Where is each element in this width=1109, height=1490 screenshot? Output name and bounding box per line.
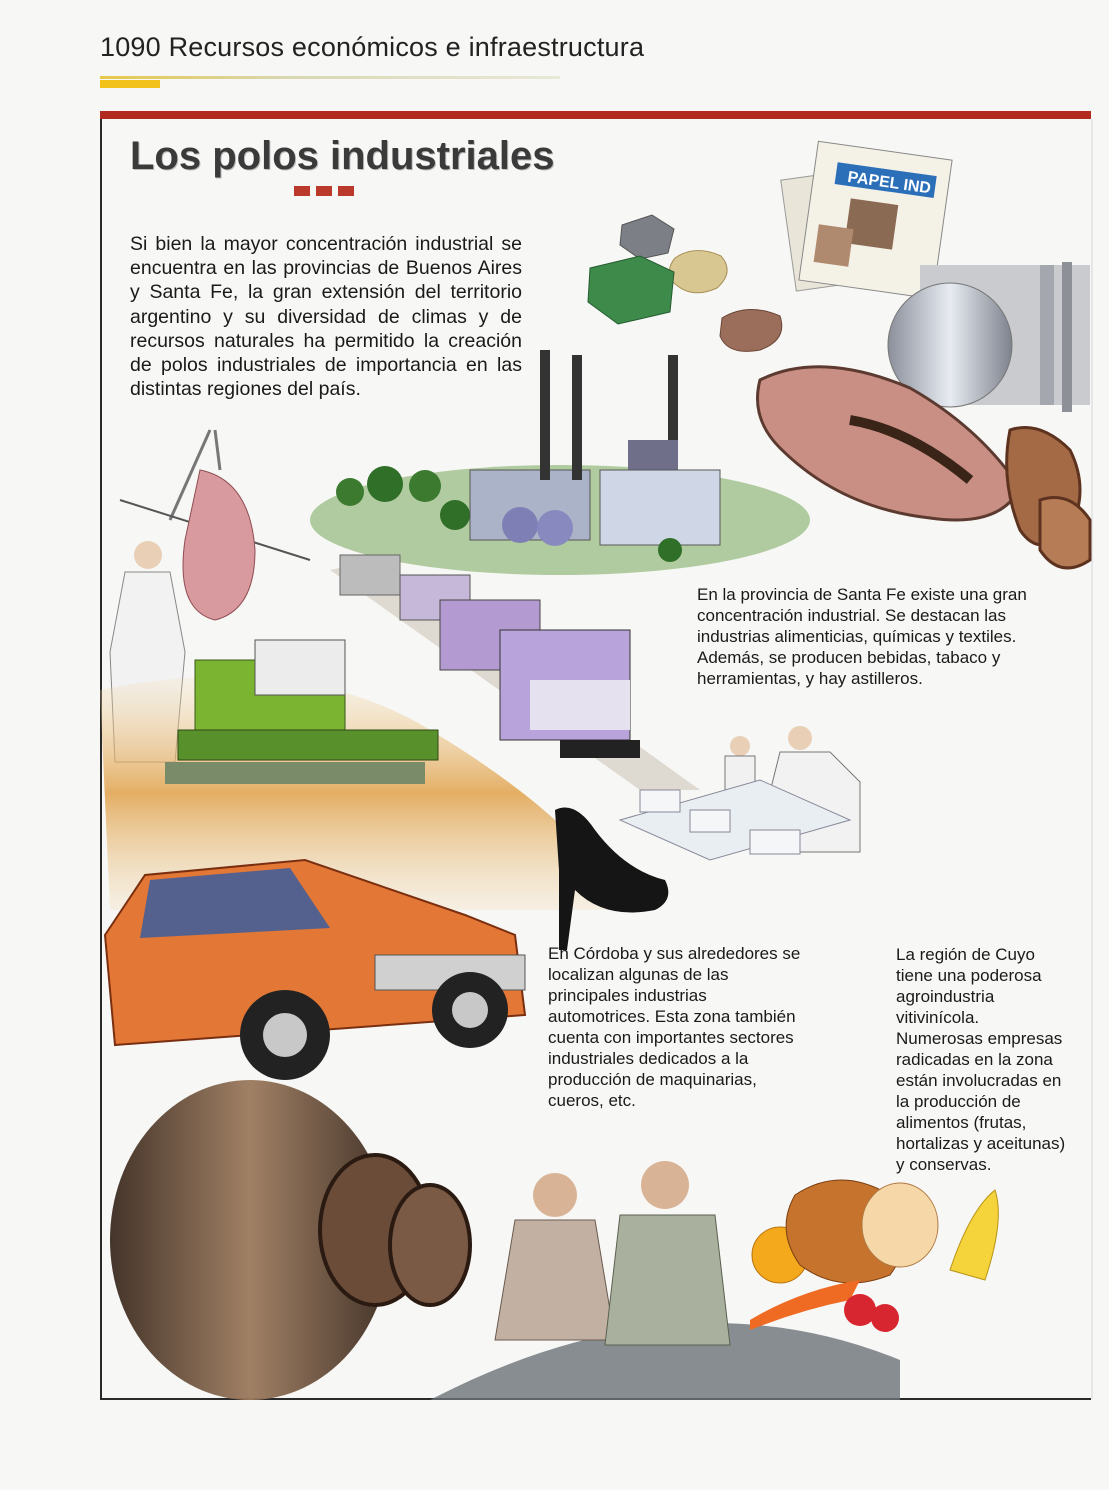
- decor-square: [338, 186, 354, 196]
- title-decoration: [294, 186, 354, 196]
- sandals-illustration: [1007, 428, 1090, 569]
- article-title: Los polos industriales: [130, 134, 555, 178]
- minerals-illustration: [588, 215, 782, 351]
- packing-workers-illustration: [620, 726, 860, 860]
- decor-square: [316, 186, 332, 196]
- caption-santa-fe: En la provincia de Santa Fe existe una gran concentración industrial. Se destacan las industrias alimenticias, químicas y textiles. Además, se producen bebidas, tabaco y herramientas, y hay astilleros.: [697, 585, 1027, 688]
- decor-square: [294, 186, 310, 196]
- fruits-vegetables-illustration: [750, 1180, 998, 1332]
- page-header: 1090 Recursos económicos e infraestructura: [100, 32, 645, 62]
- intro-paragraph: Si bien la mayor concentración industrial se encuentra en las provincias de Buenos Aires y Santa Fe, la gran extensión del territorio argentino y su diversidad de climas y de recursos naturales ha permitido la creación de polos industriales de importancia en las distintas regiones del país.: [130, 233, 522, 401]
- caption-cordoba: En Córdoba y sus alrededores se localizan algunas de las principales industrias automotrices. Esta zona también cuenta con importantes sectores industriales dedicados a la producción de maquinarias, cueros, etc.: [548, 944, 801, 1110]
- caption-cuyo: La región de Cuyo tiene una poderosa agroindustria vitivinícola. Numerosas empresas radicadas en la zona están involucradas en la producción de alimentos (frutas, hortalizas y aceitunas) y conservas.: [896, 945, 1066, 1174]
- newspaper-masthead: PAPEL IND: [846, 168, 932, 198]
- winemakers-illustration: [495, 1161, 730, 1345]
